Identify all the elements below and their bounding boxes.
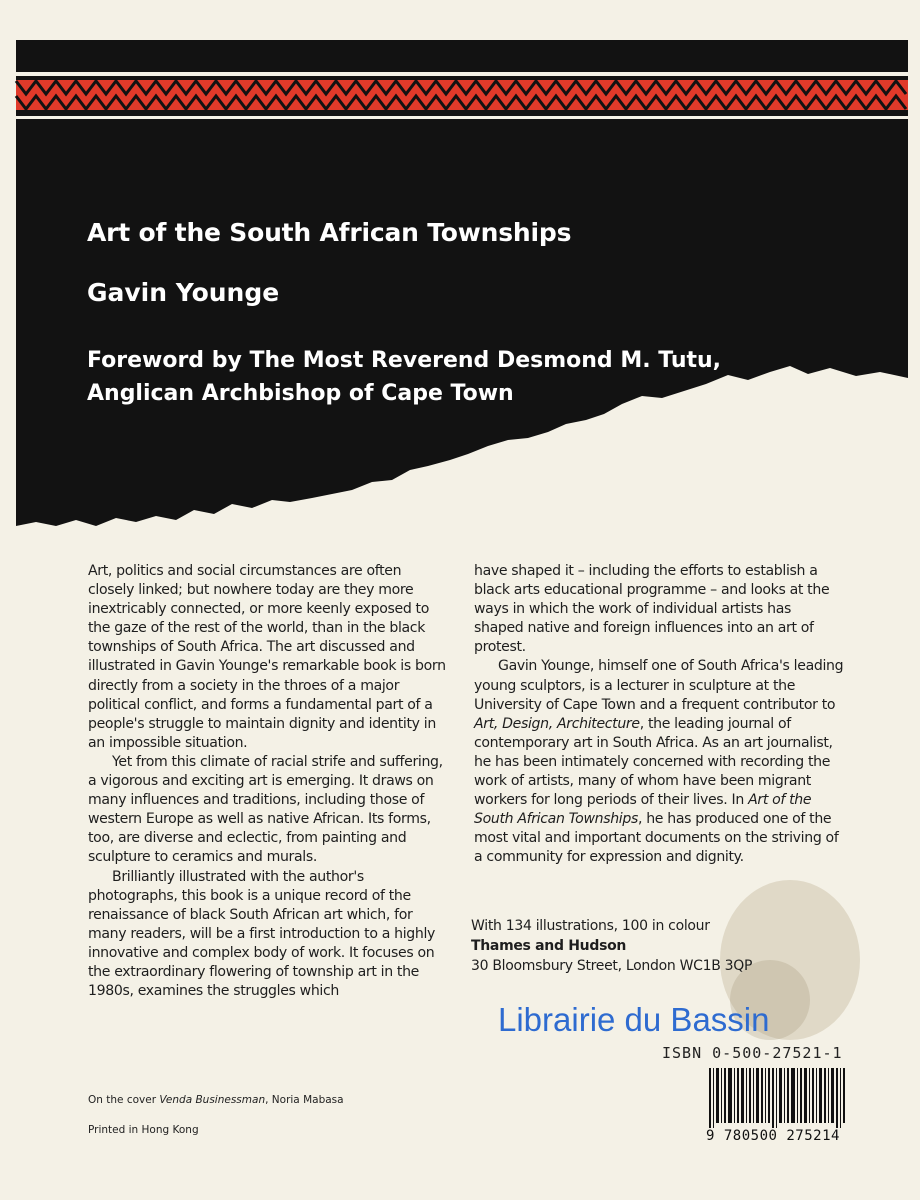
bookseller-stamp: Librairie du Bassin: [498, 1001, 770, 1038]
cover-credit-artist: , Noria Mabasa: [265, 1094, 344, 1106]
zigzag-band-top-line: [16, 72, 908, 76]
foreword-line-1: Foreword by The Most Reverend Desmond M. Tutu,: [87, 348, 722, 373]
blurb-column-left: [88, 562, 448, 1001]
publisher-name: [471, 936, 752, 956]
book-title: Art of the South African Townships: [87, 218, 572, 247]
blurb-column-right: [474, 562, 844, 868]
barcode-digits: 9 780500 275214: [706, 1128, 840, 1144]
cover-artwork-title: Venda Businessman: [159, 1094, 266, 1106]
blurb-paragraph: have shaped it – including the efforts to establish a black arts educational programme – and looks at the ways in which the work of individual artists has shaped native and foreign influences into an art of protest.: [474, 563, 830, 656]
journal-title: Art, Design, Architecture: [474, 715, 640, 732]
foreword-line-2: Anglican Archbishop of Cape Town: [87, 381, 514, 406]
barcode: [705, 1068, 851, 1128]
publisher-address: 30 Bloomsbury Street, London WC1B 3QP: [471, 958, 753, 974]
bio-text: Gavin Younge, himself one of South Africa's leading young sculptors, is a lecturer in sculpture at the University of Cape Town and a frequent contributor to: [474, 658, 844, 713]
cover-credit-prefix: On the cover: [88, 1094, 160, 1106]
publisher-info: [471, 916, 752, 976]
book-title-inline: Art of the South African Townships: [474, 792, 812, 828]
illustrations-note: With 134 illustrations, 100 in colour: [471, 918, 710, 934]
author-name: Gavin Younge: [87, 278, 280, 307]
blurb-paragraph: Brilliantly illustrated with the author's photographs, this book is a unique record of the renaissance of black South African art which, for many readers, will be a first introduction to a highly innovative and complex body of work. It focuses on the extraordinary flowering of township art in the 1980s, examines the struggles which: [88, 868, 436, 1000]
blurb-paragraph-author-bio: [474, 657, 844, 867]
blurb-paragraph: Art, politics and social circumstances are often closely linked; but nowhere today are they more inextricably connected, or more keenly exposed to the gaze of the rest of the world, than in the black townships of South Africa. The art discussed and illustrated in Gavin Younge's remarkable book is born directly from a society in the throes of a major political conflict, and forms a fundamental part of a people's struggle to maintain dignity and identity in an impossible situation.: [88, 563, 446, 751]
isbn-number: ISBN 0-500-27521-1: [662, 1044, 843, 1062]
bio-text: , he has produced one of the most vital and important documents on the striving of a community for expression and dignity.: [474, 811, 839, 866]
bio-text: , the leading journal of contemporary art in South Africa. As an art journalist, he has been intimately concerned with recording the work of artists, many of whom have been migrant workers for long periods of their lives. In: [474, 715, 833, 809]
printed-in: Printed in Hong Kong: [88, 1124, 199, 1136]
foreword-credit: [87, 344, 721, 410]
blurb-paragraph: Yet from this climate of racial strife and suffering, a vigorous and exciting art is emerging. It draws on many influences and traditions, including those of western Europe as well as native African. Its forms, too, are diverse and eclectic, from painting and sculpture to ceramics and murals.: [88, 753, 443, 866]
publisher-name-text: Thames and Hudson: [471, 938, 627, 954]
cover-credit: [88, 1094, 344, 1106]
zigzag-band-bottom-line: [16, 116, 908, 119]
